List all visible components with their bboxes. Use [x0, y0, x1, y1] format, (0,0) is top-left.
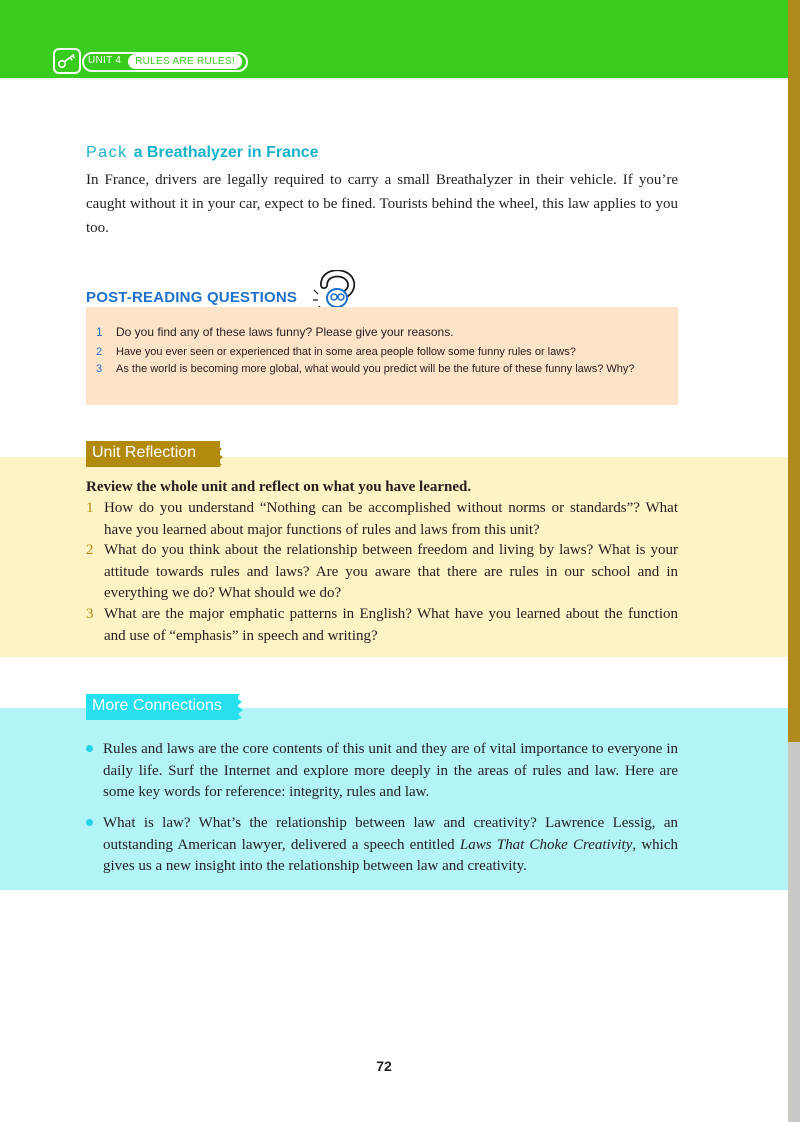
connection-text: Rules and laws are the core contents of this unit and they are of vital importance to everyone in daily life. Surf the Internet and explore more deeply in the areas of rules and law. Here are some key words for reference: integrity, rules and law. — [103, 741, 678, 800]
reflection-item — [86, 540, 678, 605]
page-number: 72 — [376, 1058, 392, 1074]
connection-item — [86, 739, 678, 804]
unit-label: UNIT 4 — [88, 55, 122, 66]
question-number: 3 — [96, 363, 103, 375]
connection-item — [86, 813, 678, 878]
section-paragraph: In France, drivers are legally required to carry a small Breathalyzer in their vehicle. If you’re caught without it in your car, expect to be fined. Tourists behind the wheel, this law applies to you too. — [86, 172, 678, 236]
section-title-prefix: Pack — [86, 144, 128, 161]
question-text: As the world is becoming more global, what would you predict will be the future of these funny laws? Why? — [116, 363, 635, 375]
side-edge-accent — [788, 0, 800, 742]
reflection-number: 3 — [86, 606, 94, 622]
question-item — [96, 324, 670, 342]
reflection-number: 2 — [86, 542, 94, 558]
question-number: 2 — [96, 346, 103, 358]
question-number: 1 — [96, 325, 103, 339]
more-connections-tab-edge — [234, 694, 244, 720]
more-connections-title: More Connections — [92, 697, 222, 714]
connection-text-after: , which gives us a new insight into the relationship between law and creativity. — [103, 836, 678, 874]
reflection-item — [86, 604, 678, 647]
question-item — [96, 344, 670, 362]
speech-title: Laws That Choke Creativity — [459, 836, 633, 853]
unit-reflection-title: Unit Reflection — [92, 444, 197, 461]
question-text: Have you ever seen or experienced that in some area people follow some funny rules or laws? — [116, 346, 576, 358]
key-icon — [53, 48, 81, 74]
reflection-text: What do you think about the relationship between freedom and living by laws? What is your attitude towards rules and laws? Are you aware that there are rules in our school and in everything we do? What should we do? — [104, 542, 678, 601]
reflection-text: What are the major emphatic patterns in English? What have you learned about the function and use of “emphasis” in speech and writing? — [104, 606, 678, 644]
connection-text — [103, 813, 678, 878]
section-title — [86, 144, 319, 162]
side-edge-strip — [788, 0, 800, 1122]
connection-text-before: What is law? What’s the relationship between law and creativity? Lawrence Lessig, an outstanding American lawyer, delivered a speech entitled — [103, 815, 678, 853]
reflection-item — [86, 498, 678, 541]
unit-reflection-tab-edge — [214, 441, 224, 467]
question-item — [96, 361, 670, 379]
bullet-icon — [86, 745, 93, 752]
reflection-heading: Review the whole unit and reflect on what you have learned. — [86, 479, 472, 495]
reflection-number: 1 — [86, 500, 94, 516]
question-text: Do you find any of these laws funny? Please give your reasons. — [116, 325, 454, 339]
post-reading-title: POST-READING QUESTIONS — [86, 289, 298, 306]
unit-name: RULES ARE RULES! — [135, 56, 235, 67]
post-reading-questions-box — [86, 307, 678, 405]
bullet-icon — [86, 819, 93, 826]
section-title-rest: a Breathalyzer in France — [133, 144, 319, 161]
reflection-text: How do you understand “Nothing can be accomplished without norms or standards”? What have you learned about major functions of rules and laws from this unit? — [104, 500, 678, 538]
